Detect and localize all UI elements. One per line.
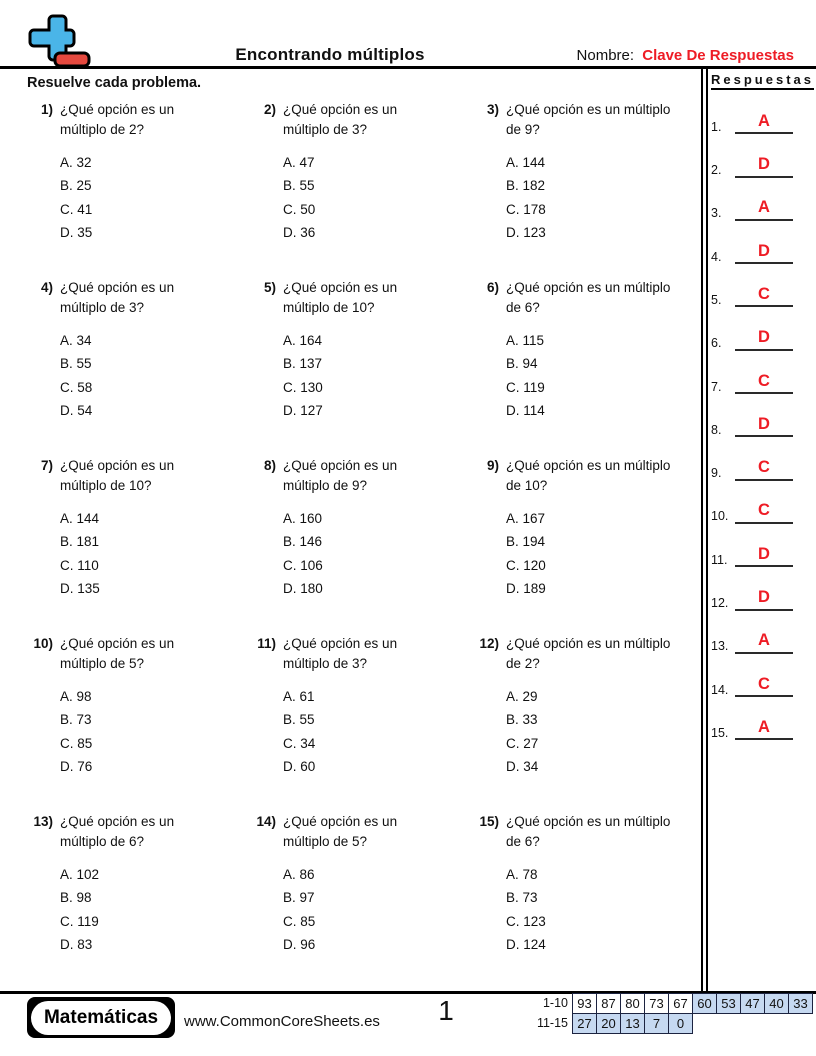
question-option: A. 164: [283, 332, 323, 348]
question-option: C. 119: [60, 913, 99, 929]
answer-letter: C: [758, 284, 770, 303]
score-cell: 0: [668, 1013, 693, 1034]
question-body: [283, 456, 435, 601]
question-option: B. 181: [60, 534, 100, 549]
answer-item: [711, 307, 813, 350]
answer-number: 4.: [711, 249, 722, 264]
question-options: [283, 863, 435, 957]
question-options: [506, 329, 684, 423]
score-cell: 73: [644, 993, 669, 1014]
question-option: B. 73: [60, 712, 92, 727]
question-text: ¿Qué opción es un múltiplo de 3?: [283, 102, 398, 138]
question-number: 12): [479, 636, 499, 651]
question-item: [250, 812, 473, 990]
answer-letter: A: [758, 717, 770, 736]
answer-blank-line: [735, 329, 793, 351]
question-option: B. 73: [506, 890, 538, 905]
question-body: [60, 278, 212, 423]
answer-number: 13.: [711, 639, 729, 654]
question-option: D. 83: [60, 937, 93, 952]
question-option: D. 96: [283, 937, 316, 952]
question-option: A. 34: [60, 332, 92, 348]
question-body: [506, 456, 684, 601]
question-option: C. 41: [60, 201, 93, 217]
question-option: A. 167: [506, 510, 546, 526]
question-item: [473, 812, 702, 990]
question-text: ¿Qué opción es un múltiplo de 6?: [506, 280, 671, 316]
question-option: A. 78: [506, 866, 538, 882]
question-text: ¿Qué opción es un múltiplo de 6?: [60, 814, 175, 850]
answer-letter: D: [758, 241, 770, 260]
answer-letter: D: [758, 414, 770, 433]
question-number: 11): [257, 636, 276, 651]
answer-item: [711, 481, 813, 524]
question-text: ¿Qué opción es un múltiplo de 6?: [506, 814, 671, 850]
answer-letter: A: [758, 198, 770, 217]
question-item: [473, 278, 702, 456]
answer-item: [711, 524, 813, 567]
answer-item: [711, 91, 813, 134]
question-text: ¿Qué opción es un múltiplo de 10?: [60, 458, 175, 494]
question-number: 9): [486, 458, 499, 473]
answer-number: 7.: [711, 379, 722, 394]
question-item: [27, 812, 250, 990]
question-item: [250, 456, 473, 634]
answer-item: [711, 394, 813, 437]
score-cell: 27: [572, 1013, 597, 1034]
question-option: B. 55: [283, 712, 315, 727]
question-item: [27, 634, 250, 812]
question-text: ¿Qué opción es un múltiplo de 5?: [283, 814, 398, 850]
question-option: A. 160: [283, 510, 323, 526]
question-options: [283, 329, 435, 423]
question-text: ¿Qué opción es un múltiplo de 3?: [283, 636, 398, 672]
question-options: [506, 151, 684, 245]
question-option: D. 60: [283, 759, 316, 774]
score-cell: 87: [596, 993, 621, 1014]
question-options: [60, 507, 212, 601]
question-option: D. 36: [283, 225, 316, 240]
question-option: D. 189: [506, 581, 546, 596]
answer-blank-line: [735, 502, 793, 524]
answer-item: [711, 567, 813, 610]
question-options: [60, 329, 212, 423]
question-options: [506, 507, 684, 601]
question-option: B. 94: [506, 356, 538, 371]
question-text: ¿Qué opción es un múltiplo de 10?: [283, 280, 398, 316]
answer-blank-line: [735, 243, 793, 265]
answer-number: 10.: [711, 509, 729, 524]
answer-item: [711, 611, 813, 654]
question-option: A. 144: [506, 154, 546, 170]
question-option: D. 180: [283, 581, 323, 596]
question-options: [506, 863, 684, 957]
question-option: B. 194: [506, 534, 546, 549]
answer-number: 12.: [711, 596, 729, 611]
questions-grid: [27, 100, 702, 990]
score-cell: 93: [572, 993, 597, 1014]
answers-divider-line: [706, 66, 708, 995]
answer-number: 1.: [711, 119, 722, 134]
answer-item: [711, 221, 813, 264]
question-text: ¿Qué opción es un múltiplo de 2?: [506, 636, 671, 672]
question-options: [60, 863, 212, 957]
question-option: A. 61: [283, 688, 315, 704]
score-table-row: [526, 993, 813, 1014]
question-number: 3): [486, 102, 499, 117]
answer-blank-line: [735, 156, 793, 178]
question-number: 6): [486, 280, 499, 295]
answer-number: 6.: [711, 336, 722, 351]
answer-letter: D: [758, 155, 770, 174]
answer-item: [711, 264, 813, 307]
answers-list: [711, 91, 813, 740]
answer-number: 2.: [711, 163, 722, 178]
answer-item: [711, 134, 813, 177]
answer-blank-line: [735, 459, 793, 481]
question-option: C. 120: [506, 557, 546, 573]
question-number: 10): [33, 636, 53, 651]
question-option: B. 55: [283, 178, 315, 193]
score-row-label: 1-10: [542, 996, 568, 1010]
answer-letter: D: [758, 588, 770, 607]
question-option: C. 106: [283, 557, 323, 573]
question-number: 14): [256, 814, 276, 829]
question-body: [506, 812, 684, 957]
question-option: D. 114: [506, 403, 545, 418]
answer-blank-line: [735, 199, 793, 221]
question-option: D. 35: [60, 225, 93, 240]
question-number: 8): [263, 458, 276, 473]
score-cell: 67: [668, 993, 693, 1014]
brand-name: Matemáticas: [31, 1001, 171, 1035]
score-cell: 13: [620, 1013, 645, 1034]
score-table: [526, 993, 813, 1034]
question-option: C. 85: [60, 735, 93, 751]
answer-blank-line: [735, 676, 793, 698]
question-option: A. 98: [60, 688, 92, 704]
question-option: B. 33: [506, 712, 538, 727]
question-body: [60, 634, 212, 779]
name-row: [577, 47, 794, 64]
question-option: D. 54: [60, 403, 93, 418]
answer-blank-line: [735, 286, 793, 308]
question-option: C. 27: [506, 735, 539, 751]
question-item: [473, 100, 702, 278]
answer-blank-line: [735, 373, 793, 395]
question-number: 7): [40, 458, 53, 473]
question-option: C. 85: [283, 913, 316, 929]
page-title: Encontrando múltiplos: [235, 45, 425, 64]
answer-blank-line: [735, 113, 793, 135]
score-row2-cells: [572, 1013, 693, 1034]
question-body: [60, 456, 212, 601]
score-table-row: [526, 1013, 813, 1034]
answer-number: 8.: [711, 422, 722, 437]
score-cell: 53: [716, 993, 741, 1014]
question-option: A. 102: [60, 866, 100, 882]
answer-letter: A: [758, 111, 770, 130]
question-text: ¿Qué opción es un múltiplo de 9?: [283, 458, 398, 494]
question-option: D. 76: [60, 759, 93, 774]
question-option: C. 110: [60, 557, 99, 573]
question-item: [27, 100, 250, 278]
question-option: A. 115: [506, 332, 545, 348]
answer-letter: C: [758, 371, 770, 390]
question-option: B. 25: [60, 178, 92, 193]
answer-item: [711, 178, 813, 221]
question-item: [473, 634, 702, 812]
answers-panel: [711, 71, 813, 740]
answers-panel-title: Respuestas: [711, 72, 814, 90]
answer-letter: C: [758, 674, 770, 693]
question-body: [283, 634, 435, 779]
question-options: [506, 685, 684, 779]
answer-blank-line: [735, 416, 793, 438]
question-options: [283, 151, 435, 245]
header-divider: [0, 66, 816, 69]
question-option: B. 182: [506, 178, 546, 193]
answer-item: [711, 654, 813, 697]
question-number: 15): [479, 814, 499, 829]
question-text: ¿Qué opción es un múltiplo de 10?: [506, 458, 671, 494]
question-body: [60, 100, 212, 245]
question-option: D. 34: [506, 759, 539, 774]
question-body: [60, 812, 212, 957]
answer-letter: C: [758, 458, 770, 477]
answer-blank-line: [735, 719, 793, 741]
question-body: [283, 812, 435, 957]
answer-number: 14.: [711, 682, 729, 697]
answers-divider-line: [701, 66, 703, 995]
answer-letter: D: [758, 544, 770, 563]
question-options: [60, 151, 212, 245]
question-option: A. 86: [283, 866, 315, 882]
question-body: [506, 100, 684, 245]
question-option: C. 119: [506, 379, 545, 395]
question-body: [506, 634, 684, 779]
question-option: D. 124: [506, 937, 546, 952]
question-options: [283, 507, 435, 601]
question-option: D. 123: [506, 225, 546, 240]
question-option: C. 50: [283, 201, 316, 217]
question-option: A. 144: [60, 510, 100, 526]
brand-logo: [27, 997, 175, 1038]
question-option: A. 32: [60, 154, 92, 170]
question-options: [283, 685, 435, 779]
question-option: D. 135: [60, 581, 100, 596]
question-option: B. 137: [283, 356, 323, 371]
name-label: Nombre:: [576, 47, 635, 64]
question-text: ¿Qué opción es un múltiplo de 9?: [506, 102, 671, 138]
name-value: Clave De Respuestas: [642, 47, 794, 64]
website-url: www.CommonCoreSheets.es: [184, 1013, 380, 1030]
question-option: A. 47: [283, 154, 315, 170]
question-number: 13): [33, 814, 53, 829]
answer-letter: D: [758, 328, 770, 347]
score-cell: 80: [620, 993, 645, 1014]
question-option: B. 146: [283, 534, 323, 549]
question-body: [283, 278, 435, 423]
question-option: C. 178: [506, 201, 546, 217]
question-options: [60, 685, 212, 779]
answer-blank-line: [735, 546, 793, 568]
score-cell: 60: [692, 993, 717, 1014]
score-row1-cells: [572, 993, 813, 1014]
answer-item: [711, 697, 813, 740]
question-number: 5): [263, 280, 276, 295]
question-text: ¿Qué opción es un múltiplo de 5?: [60, 636, 175, 672]
question-option: C. 34: [283, 735, 316, 751]
question-option: B. 98: [60, 890, 92, 905]
answer-number: 11.: [711, 552, 728, 567]
page-number: 1: [438, 995, 454, 1026]
score-cell: 47: [740, 993, 765, 1014]
score-cell: 7: [644, 1013, 669, 1034]
question-body: [283, 100, 435, 245]
answer-number: 15.: [711, 725, 729, 740]
question-option: A. 29: [506, 688, 538, 704]
answer-letter: A: [758, 631, 770, 650]
score-row-label: 11-15: [536, 1016, 568, 1030]
question-option: D. 127: [283, 403, 323, 418]
question-body: [506, 278, 684, 423]
question-item: [250, 634, 473, 812]
question-option: C. 130: [283, 379, 323, 395]
question-option: B. 97: [283, 890, 315, 905]
answer-blank-line: [735, 632, 793, 654]
question-option: B. 55: [60, 356, 92, 371]
score-cell: 33: [788, 993, 813, 1014]
answer-item: [711, 351, 813, 394]
score-cell: 20: [596, 1013, 621, 1034]
question-number: 2): [263, 102, 276, 117]
question-item: [250, 278, 473, 456]
question-item: [27, 278, 250, 456]
answer-number: 9.: [711, 466, 722, 481]
answer-number: 5.: [711, 292, 722, 307]
question-text: ¿Qué opción es un múltiplo de 2?: [60, 102, 175, 138]
question-text: ¿Qué opción es un múltiplo de 3?: [60, 280, 175, 316]
question-item: [27, 456, 250, 634]
answer-number: 3.: [711, 206, 722, 221]
question-item: [473, 456, 702, 634]
question-option: C. 58: [60, 379, 93, 395]
question-number: 4): [40, 280, 53, 295]
instruction-text: Resuelve cada problema.: [27, 75, 202, 91]
question-item: [250, 100, 473, 278]
question-number: 1): [40, 102, 53, 117]
question-option: C. 123: [506, 913, 546, 929]
answer-letter: C: [758, 501, 770, 520]
answer-blank-line: [735, 589, 793, 611]
answer-item: [711, 437, 813, 480]
score-cell: 40: [764, 993, 789, 1014]
